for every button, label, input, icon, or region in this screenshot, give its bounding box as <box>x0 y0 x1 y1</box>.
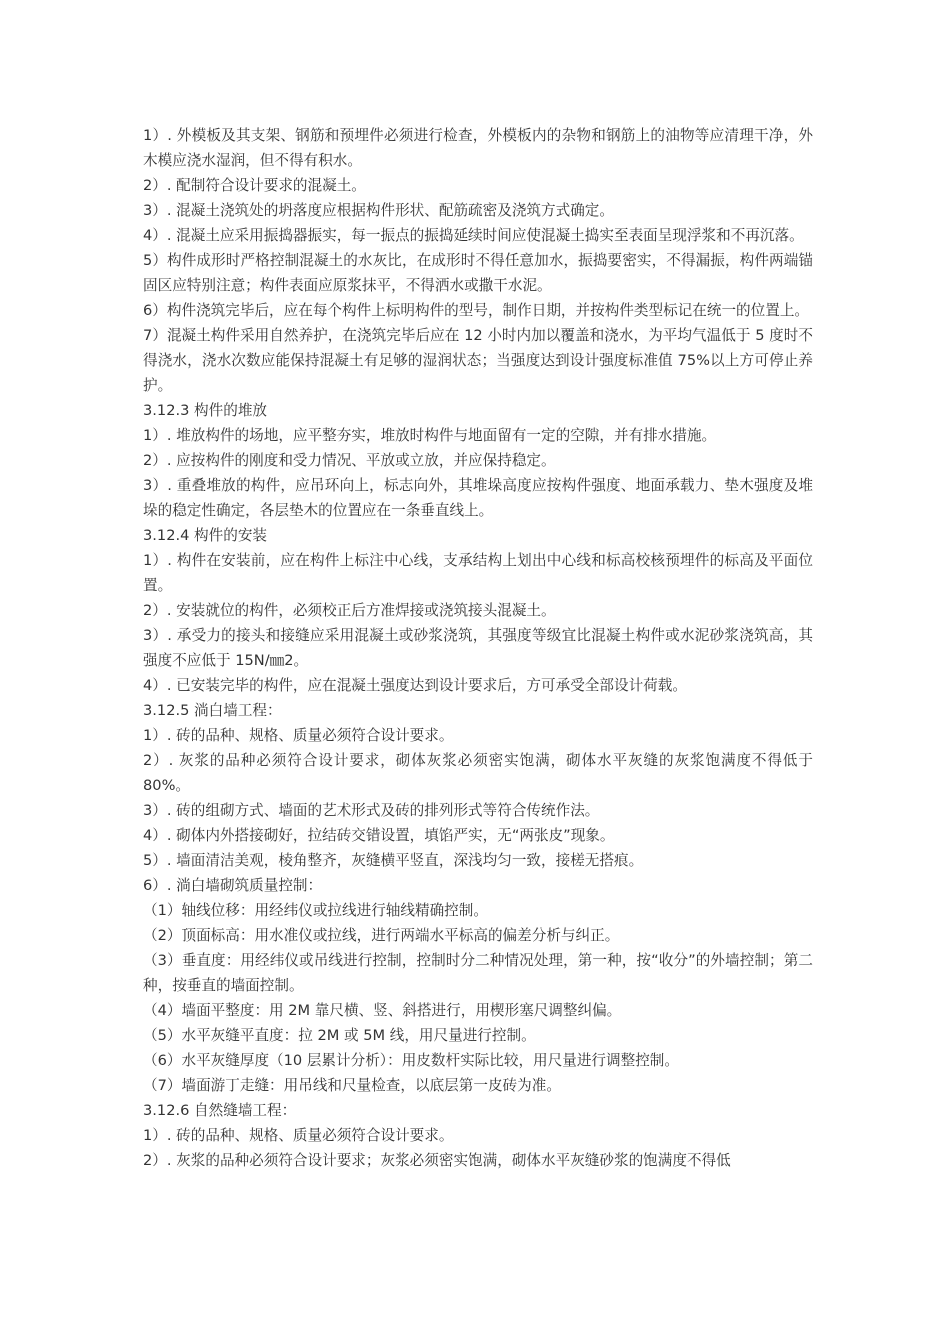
paragraph-vibration: 4）. 混凝土应采用振捣器振实，每一振点的振捣延续时间应使混凝土捣实至表面呈现浮浆和不再沉落。 <box>143 227 804 244</box>
section-heading-natural-joint-wall: 3.12.6 自然缝墙工程： <box>143 1102 297 1119</box>
paragraph-stacking-layers: 3）. 重叠堆放的构件，应吊环向上，标志向外，其堆垛高度应按构件强度、地面承载力、垫木强度及堆垛的稳定性确定，各层垫木的位置应在一条垂直线上。 <box>143 477 813 519</box>
paragraph-top-elevation: （2）顶面标高：用水准仪或拉线，进行两端水平标高的偏差分析与纠正。 <box>143 927 620 944</box>
paragraph-joint-thickness: （6）水平灰缝厚度（10 层累计分析）：用皮数杆实际比较，用尺量进行调整控制。 <box>143 1052 679 1069</box>
paragraph-marking: 6）构件浇筑完毕后，应在每个构件上标明构件的型号，制作日期，并按构件类型标记在统一的位置上。 <box>143 302 810 319</box>
paragraph-quality-control: 6）. 淌白墙砌筑质量控制： <box>143 877 323 894</box>
paragraph-axis-offset: （1）轴线位移：用经纬仪或拉线进行轴线精确控制。 <box>143 902 488 919</box>
paragraph-brick-quality: 1）. 砖的品种、规格、质量必须符合设计要求。 <box>143 727 454 744</box>
paragraph-perpend-drift: （7）墙面游丁走缝：用吊线和尺量检查，以底层第一皮砖为准。 <box>143 1077 561 1094</box>
paragraph-bond-pattern: 3）. 砖的组砌方式、墙面的艺术形式及砖的排列形式等符合传统作法。 <box>143 802 600 819</box>
section-heading-installation: 3.12.4 构件的安装 <box>143 527 268 544</box>
paragraph-inner-outer-lap: 4）. 砌体内外搭接砌好，拉结砖交错设置，填馅严实，无“两张皮”现象。 <box>143 827 615 844</box>
paragraph-mortar-fullness-2: 2）. 灰浆的品种必须符合设计要求；灰浆必须密实饱满，砌体水平灰缝砂浆的饱满度不得低 <box>143 1152 731 1169</box>
paragraph-brick-quality-2: 1）. 砖的品种、规格、质量必须符合设计要求。 <box>143 1127 454 1144</box>
paragraph-stacking-stability: 2）. 应按构件的刚度和受力情况、平放或立放，并应保持稳定。 <box>143 452 556 469</box>
paragraph-formwork-check: 1）. 外模板及其支架、钢筋和预埋件必须进行检查，外模板内的杂物和钢筋上的油物等应清理干净，外木模应浇水湿润，但不得有积水。 <box>143 127 813 169</box>
paragraph-joints: 3）. 承受力的接头和接缝应采用混凝土或砂浆浇筑，其强度等级宜比混凝土构件或水泥砂浆浇筑高，其强度不应低于 15N/㎜2。 <box>143 627 813 669</box>
section-heading-tangbai-wall: 3.12.5 淌白墙工程： <box>143 702 282 719</box>
paragraph-stacking-site: 1）. 堆放构件的场地，应平整夯实，堆放时构件与地面留有一定的空隙，并有排水措施。 <box>143 427 717 444</box>
section-heading-stacking: 3.12.3 构件的堆放 <box>143 402 268 419</box>
paragraph-alignment: 2）. 安装就位的构件，必须校正后方准焊接或浇筑接头混凝土。 <box>143 602 556 619</box>
paragraph-water-cement-ratio: 5）构件成形时严格控制混凝土的水灰比，在成形时不得任意加水，振捣要密实，不得漏振，构件两端锚固区应特别注意；构件表面应原浆抹平，不得洒水或撒干水泥。 <box>143 252 813 294</box>
paragraph-curing: 7）混凝土构件采用自然养护，在浇筑完毕后应在 12 小时内加以覆盖和浇水，为平均气温低于 5 度时不得浇水，浇水次数应能保持混凝土有足够的湿润状态；当强度达到设计强度标准值 75%以上方可停止养护。 <box>143 327 813 394</box>
paragraph-slump: 3）. 混凝土浇筑处的坍落度应根据构件形状、配筋疏密及浇筑方式确定。 <box>143 202 614 219</box>
paragraph-concrete-mix: 2）. 配制符合设计要求的混凝土。 <box>143 177 366 194</box>
paragraph-wall-surface: 5）. 墙面清洁美观，棱角整齐，灰缝横平竖直，深浅均匀一致，接槎无搭痕。 <box>143 852 644 869</box>
paragraph-verticality: （3）垂直度：用经纬仪或吊线进行控制，控制时分二种情况处理，第一种，按“收分”的外墙控制；第二种，按垂直的墙面控制。 <box>143 952 813 994</box>
paragraph-design-load: 4）. 已安装完毕的构件，应在混凝土强度达到设计要求后，方可承受全部设计荷载。 <box>143 677 687 694</box>
paragraph-flatness: （4）墙面平整度：用 2M 靠尺横、竖、斜搭进行，用楔形塞尺调整纠偏。 <box>143 1002 622 1019</box>
document-body <box>143 123 813 1173</box>
paragraph-joint-straightness: （5）水平灰缝平直度：拉 2M 或 5M 线，用尺量进行控制。 <box>143 1027 536 1044</box>
paragraph-mortar-fullness: 2）. 灰浆的品种必须符合设计要求，砌体灰浆必须密实饱满，砌体水平灰缝的灰浆饱满度不得低于 80%。 <box>143 752 813 794</box>
paragraph-centerline: 1）. 构件在安装前，应在构件上标注中心线，支承结构上划出中心线和标高校核预埋件的标高及平面位置。 <box>143 552 813 594</box>
